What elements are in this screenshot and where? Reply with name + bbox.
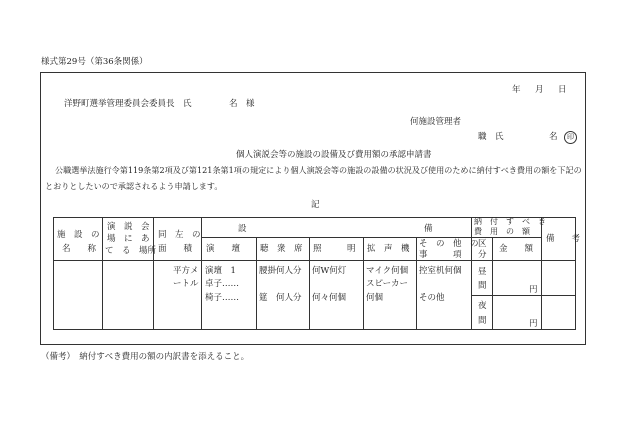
header-equipment-setsu: 設 <box>238 224 247 234</box>
other-line-2: その他 <box>419 293 445 303</box>
body-line-1: 公職選挙法施行令第119条第2項及び第121条第1項の規定により個人演説会等の施設の設備の状況及び使用のために納付すべき費用の額を下記の <box>55 165 582 175</box>
header-venue-1: 演 説 会 <box>107 222 150 232</box>
header-fee-2: 費 用 の 額 <box>474 227 530 236</box>
podium-line-2: 卓子…… <box>205 279 240 289</box>
lighting-line-2: 何々何個 <box>312 293 347 303</box>
speaker-line-3: 何個 <box>366 293 384 303</box>
addressee-title: 名 様 <box>229 99 255 109</box>
header-facility-name-1: 施 設 の <box>57 230 100 240</box>
audience-line-2: 筵 何人分 <box>259 293 302 303</box>
daytime-label-2: 間 <box>478 281 487 291</box>
seal-icon: 印 <box>564 131 577 144</box>
header-speaker: 拡 声 機 <box>367 244 410 254</box>
header-other-1: そ の 他 の <box>419 239 479 249</box>
podium-line-3: 椅子…… <box>205 293 240 303</box>
area-value: 平方メ <box>173 266 199 276</box>
yen-daytime: 円 <box>529 285 538 295</box>
header-podium: 演 壇 <box>206 244 241 254</box>
applicant-name-label: 名 <box>549 132 558 142</box>
header-kubun-2: 分 <box>478 250 487 260</box>
form-number: 様式第29号（第36条関係） <box>41 57 148 67</box>
applicant-position-name: 職 氏 <box>478 132 504 142</box>
header-kubun-1: 区 <box>478 239 487 249</box>
yen-night: 円 <box>529 319 538 329</box>
area-unit: ートル <box>173 279 199 289</box>
header-amount: 金 額 <box>499 244 534 254</box>
ki-label: 記 <box>311 200 320 210</box>
document-title: 個人演説会等の施設の設備及び費用額の承認申請書 <box>236 150 432 160</box>
lighting-line-1: 何W何灯 <box>312 266 347 276</box>
header-area-1: 同 左 の <box>158 230 201 240</box>
audience-line-1: 腰掛何人分 <box>259 266 302 276</box>
date-year: 年 <box>512 85 521 95</box>
remarks-note: （備考） 納付すべき費用の額の内訳書を添えること。 <box>41 352 250 362</box>
podium-line-1: 演壇 1 <box>205 266 236 276</box>
header-facility-name-2: 名 称 <box>62 244 97 254</box>
speaker-line-2: スピーカー <box>366 279 408 289</box>
header-lighting: 照 明 <box>313 244 356 254</box>
body-line-2: とおりとしたいので承認されるよう申請します。 <box>45 181 223 191</box>
header-venue-2: 場 に あ <box>107 234 150 244</box>
speaker-line-1: マイク何個 <box>366 266 409 276</box>
header-remarks: 備 考 <box>546 234 581 244</box>
date-day: 日 <box>558 85 567 95</box>
night-label-1: 夜 <box>478 301 487 311</box>
header-audience: 聴 衆 席 <box>260 244 303 254</box>
other-line-1: 控室机何個 <box>419 266 462 276</box>
header-other-2: 事 項 <box>419 250 462 260</box>
header-area-2: 面 積 <box>158 244 193 254</box>
header-venue-3: て る 場所 <box>105 246 157 256</box>
facility-manager: 何施設管理者 <box>410 117 462 127</box>
date-month: 月 <box>535 85 544 95</box>
header-fee-1: 納 付 す べ き <box>474 217 546 226</box>
addressee-name: 洋野町選挙管理委員会委員長 氏 <box>64 99 192 109</box>
header-equipment-bi: 備 <box>424 224 433 234</box>
daytime-label-1: 昼 <box>478 267 487 277</box>
night-label-2: 間 <box>478 316 487 326</box>
